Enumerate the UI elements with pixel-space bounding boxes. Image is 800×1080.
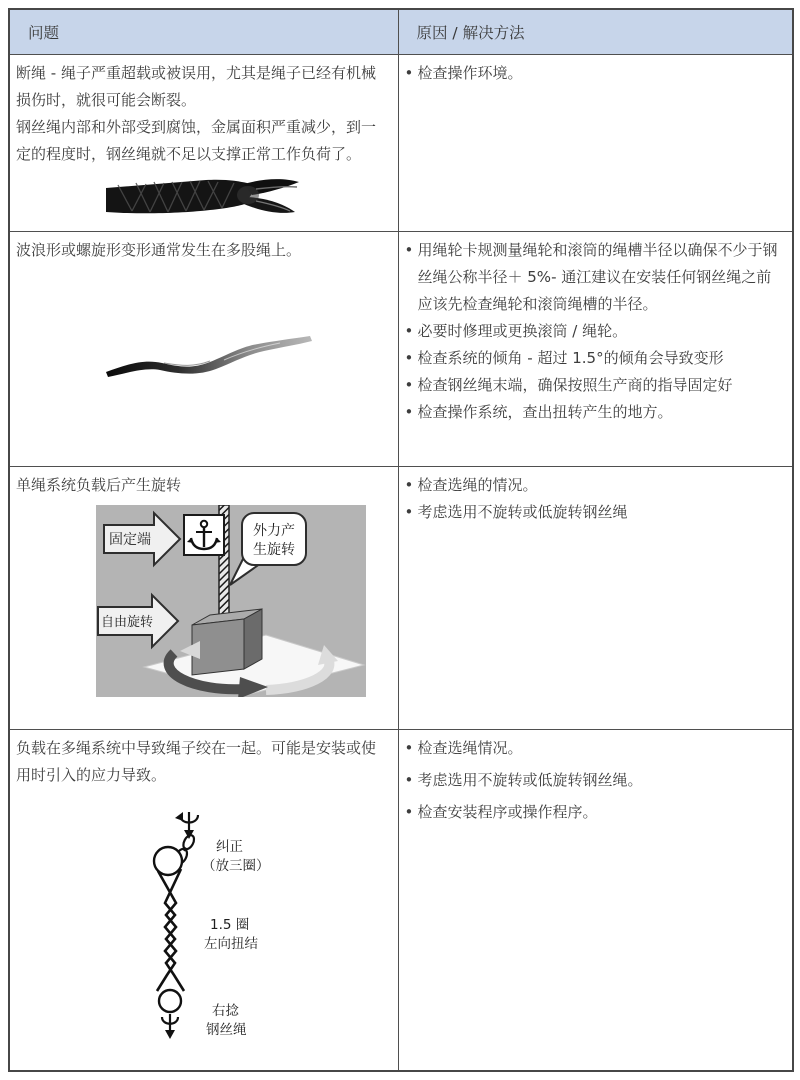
solution-text: 检查操作系统，查出扭转产生的地方。 bbox=[417, 403, 673, 421]
problem-cell-3 bbox=[9, 467, 398, 730]
solution-text: 考虑选用不旋转或低旋转钢丝绳 bbox=[417, 503, 628, 521]
list-item bbox=[405, 318, 783, 345]
bullet-icon: • bbox=[404, 241, 414, 259]
list-item bbox=[405, 767, 783, 794]
bullet-icon: • bbox=[404, 476, 414, 494]
rotation-arrow-top-icon bbox=[175, 812, 198, 839]
header-row bbox=[9, 9, 793, 55]
solution-text: 检查系统的倾角 - 超过 1.5°的倾角会导致变形 bbox=[417, 349, 724, 367]
problem-text: 断绳 - 绳子严重超载或被误用，尤其是绳子已经有机械损伤时，就很可能会断裂。 bbox=[16, 64, 376, 109]
header-cause-solution: 原因 / 解决方法 bbox=[398, 9, 793, 55]
twist-label-line1: 1.5 圈 bbox=[210, 917, 250, 933]
list-item bbox=[405, 345, 783, 372]
solution-text: 必要时修理或更换滚筒 / 绳轮。 bbox=[417, 322, 628, 340]
list-item bbox=[405, 237, 783, 318]
wavy-deformed-rope-photo bbox=[104, 332, 314, 380]
bullet-icon: • bbox=[404, 503, 414, 521]
solution-cell-4 bbox=[398, 730, 793, 1072]
solution-text: 检查选绳情况。 bbox=[417, 739, 523, 757]
bullet-icon: • bbox=[404, 322, 414, 340]
problem-cell-4 bbox=[9, 730, 398, 1072]
bullet-icon: • bbox=[404, 739, 414, 757]
table-row bbox=[9, 232, 793, 467]
lay-label-line1: 右捻 bbox=[212, 1003, 239, 1019]
list-item bbox=[405, 799, 783, 826]
problem-text: 负载在多绳系统中导致绳子绞在一起。可能是安装或使用时引入的应力导致。 bbox=[16, 739, 377, 784]
bullet-icon: • bbox=[404, 771, 414, 789]
problem-text: 单绳系统负载后产生旋转 bbox=[16, 476, 182, 494]
bullet-icon: • bbox=[404, 803, 414, 821]
bubble-label-line1: 外力产 bbox=[253, 523, 295, 539]
table-row bbox=[9, 730, 793, 1072]
list-item bbox=[405, 735, 783, 762]
rotation-arrow-bottom-icon bbox=[162, 1014, 178, 1039]
table-row bbox=[9, 467, 793, 730]
bubble-label-line2: 生旋转 bbox=[253, 542, 295, 558]
solution-text: 检查选绳的情况。 bbox=[417, 476, 538, 494]
problem-cell-1 bbox=[9, 55, 398, 232]
bullet-icon: • bbox=[404, 403, 414, 421]
solution-cell-1 bbox=[398, 55, 793, 232]
list-item bbox=[405, 472, 783, 499]
problem-text: 波浪形或螺旋形变形通常发生在多股绳上。 bbox=[16, 241, 302, 259]
problem-text: 钢丝绳内部和外部受到腐蚀，金属面积严重减少，到一定的程度时，钢丝绳就不足以支撑正常工作负荷了。 bbox=[16, 118, 377, 163]
single-rope-rotation-diagram bbox=[96, 505, 366, 697]
top-sheave bbox=[154, 847, 182, 875]
solution-text: 用绳轮卡规测量绳轮和滚筒的绳槽半径以确保不少于钢丝绳公称半径＋ 5%- 通江建议在安装任何钢丝绳之前应该先检查绳轮和滚筒绳槽的半径。 bbox=[417, 241, 778, 313]
multi-rope-twist-diagram bbox=[128, 809, 318, 1041]
broken-wire-rope-photo bbox=[106, 174, 306, 226]
bullet-icon: • bbox=[404, 64, 414, 82]
list-item bbox=[405, 372, 783, 399]
solution-cell-3 bbox=[398, 467, 793, 730]
lay-label-line2: 钢丝绳 bbox=[206, 1022, 247, 1038]
list-item bbox=[405, 399, 783, 426]
free-rotation-label: 自由旋转 bbox=[101, 615, 154, 630]
header-problem: 问题 bbox=[9, 9, 398, 55]
problem-solution-table bbox=[8, 8, 794, 1072]
bullet-icon: • bbox=[404, 349, 414, 367]
fixed-end-label: 固定端 bbox=[109, 532, 151, 548]
twist-label-line2: 左向扭结 bbox=[204, 936, 258, 952]
bottom-sheave bbox=[159, 990, 181, 1012]
solution-cell-2 bbox=[398, 232, 793, 467]
solution-text: 考虑选用不旋转或低旋转钢丝绳。 bbox=[417, 771, 643, 789]
solution-text: 检查操作环境。 bbox=[417, 64, 523, 82]
correct-label-line2: （放三圈） bbox=[202, 858, 270, 874]
rope-strand-right bbox=[157, 869, 181, 991]
list-item bbox=[405, 499, 783, 526]
table-row bbox=[9, 55, 793, 232]
solution-text: 检查安装程序或操作程序。 bbox=[417, 803, 598, 821]
list-item bbox=[405, 60, 783, 87]
bullet-icon: • bbox=[404, 376, 414, 394]
correct-label-line1: 纠正 bbox=[216, 839, 243, 855]
problem-cell-2 bbox=[9, 232, 398, 467]
solution-text: 检查钢丝绳末端，确保按照生产商的指导固定好 bbox=[417, 376, 733, 394]
